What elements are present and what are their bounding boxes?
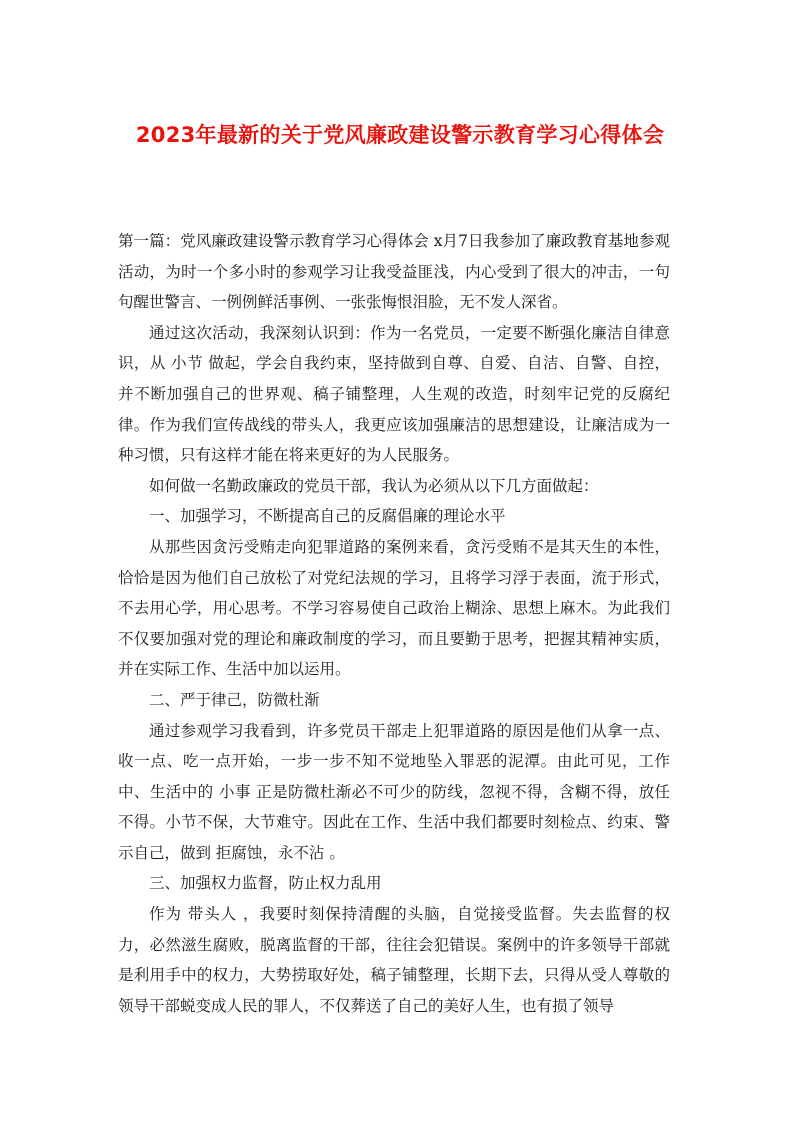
- paragraph-intro: 第一篇：党风廉政建设警示教育学习心得体会 x月7日我参加了廉政教育基地参观活动，为时一个多小时的参观学习让我受益匪浅，内心受到了很大的冲击，一句句醒世警言、一例例鲜活事例、一张张悔恨泪脸，无不发人深省。: [118, 232, 670, 312]
- document-title: 2023年最新的关于党风廉政建设警示教育学习心得体会: [135, 123, 665, 147]
- section-heading-1: 一、加强学习，不断提高自己的反腐倡廉的理论水平: [149, 507, 506, 526]
- section-heading-3: 三、加强权力监督，防止权力乱用: [149, 874, 382, 893]
- paragraph-section-2: 通过参观学习我看到，许多党员干部走上犯罪道路的原因是他们从拿一点、收一点、吃一点开始，一步一步不知不觉地坠入罪恶的泥潭。由此可见，工作中、生活中的 小事 正是防微杜渐必不可少的防线，忽视不得，含糊不得，放任不得。小节不保，大节难守。因此在工作、生活中我们都要时刻检点、约束、警示自己，做到 拒腐蚀，永不沾 。: [118, 721, 670, 862]
- section-heading-2: 二、严于律己，防微杜渐: [149, 690, 320, 709]
- document-body: [118, 226, 670, 1021]
- paragraph-section-1: 从那些因贪污受贿走向犯罪道路的案例来看，贪污受贿不是其天生的本性，恰恰是因为他们自己放松了对党纪法规的学习，且将学习浮于表面，流于形式，不去用心学，用心思考。不学习容易使自己政治上糊涂、思想上麻木。为此我们不仅要加强对党的理论和廉政制度的学习，而且要勤于思考，把握其精神实质，并在实际工作、生活中加以运用。: [118, 537, 670, 679]
- paragraph-how-to: 如何做一名勤政廉政的党员干部，我认为必须从以下几方面做起：: [149, 476, 599, 495]
- paragraph-awareness: 通过这次活动，我深刻认识到：作为一名党员，一定要不断强化廉洁自律意识，从 小节 做起，学会自我约束，坚持做到自尊、自爱、自洁、自警、自控，并不断加强自己的世界观、稿子铺整理，人生观的改造，时刻牢记党的反腐纪律。作为我们宣传战线的带头人，我更应该加强廉洁的思想建设，让廉洁成为一种习惯，只有这样才能在将来更好的为人民服务。: [118, 323, 670, 465]
- paragraph-section-3: 作为 带头人 ，我要时刻保持清醒的头脑，自觉接受监督。失去监督的权力，必然滋生腐败，脱离监督的干部，往往会犯错误。案例中的许多领导干部就是利用手中的权力，大势捞取好处，稿子铺整理，长期下去，只得从受人尊敬的领导干部蜕变成人民的罪人，不仅葬送了自己的美好人生，也有损了领导: [118, 905, 670, 1015]
